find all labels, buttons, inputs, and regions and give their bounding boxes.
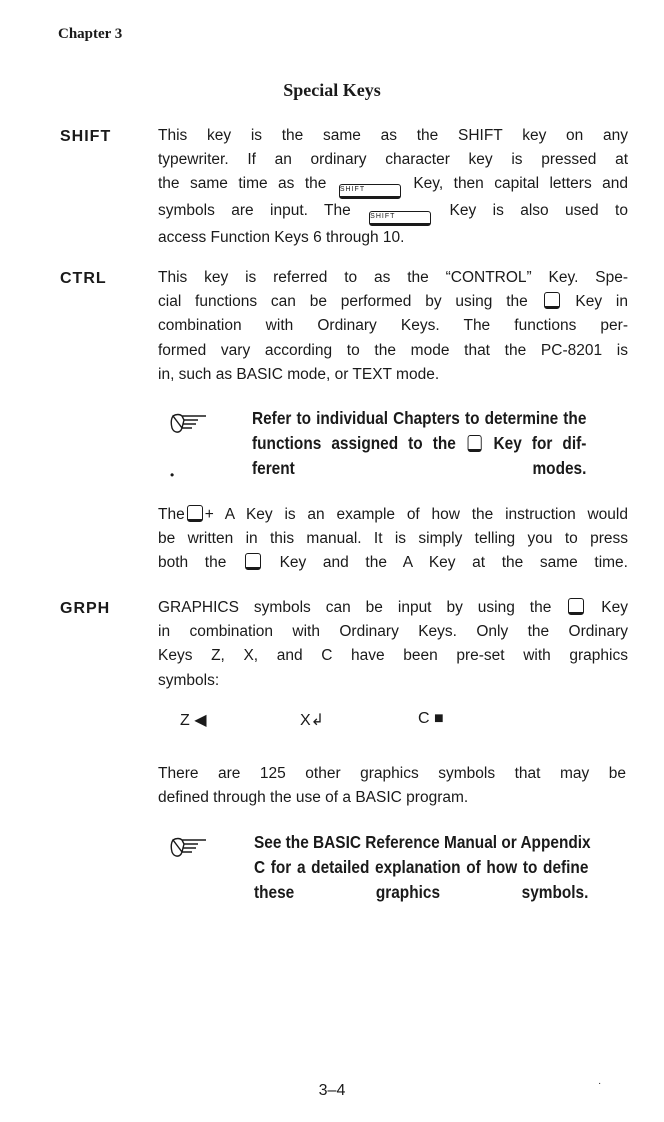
pointing-hand-icon	[170, 410, 210, 438]
grph-key-icon	[568, 598, 584, 615]
filled-square-icon: ■	[434, 710, 444, 727]
text-line: defined through the use of a BASIC program.	[158, 789, 469, 807]
ctrl-example	[158, 503, 628, 576]
section-label-ctrl: CTRL	[60, 270, 107, 287]
text-line: GRAPHICS symbols can be input by using the Key	[158, 599, 629, 616]
grph-note	[254, 830, 591, 905]
text-line: symbols are input. The SHIFT Key is also used to	[158, 199, 628, 226]
note-line: See the BASIC Reference Manual or Appendix	[254, 832, 591, 852]
text-line: be written in this manual. It is simply telling you to press	[158, 530, 628, 548]
text-line: This key is referred to as the “CONTROL” Key. Spe-	[158, 269, 628, 286]
grph-description	[158, 596, 628, 693]
note-line: functions assigned to the Key for dif-	[252, 433, 587, 453]
text-line: This key is the same as the SHIFT key on any	[158, 127, 628, 144]
text-line: typewriter. If an ordinary character key is pressed at	[158, 151, 628, 169]
text-line: There are 125 other graphics symbols that may be	[158, 765, 626, 782]
note-line: C for a detailed explanation of how to define	[254, 857, 589, 877]
chapter-header: Chapter 3	[58, 26, 123, 42]
symbol-c: C ■	[418, 710, 444, 727]
text-line: access Function Keys 6 through 10.	[158, 229, 405, 247]
text-line: formed vary according to the mode that the PC-8201 is	[158, 341, 628, 359]
ctrl-key-icon	[245, 553, 261, 570]
ctrl-key-icon	[544, 292, 560, 309]
text-line: the same time as the SHIFT Key, then capital letters and	[158, 172, 628, 199]
return-arrow-icon: ↲	[310, 712, 325, 729]
symbol-x: X↲	[300, 712, 325, 729]
bullet-mark: •	[170, 468, 175, 482]
shift-key-icon: SHIFT	[339, 184, 401, 199]
shift-key-icon: SHIFT	[369, 211, 431, 226]
note-line: ferent modes.	[252, 458, 587, 478]
note-line: Refer to individual Chapters to determine the	[252, 408, 587, 428]
pointing-hand-icon	[170, 834, 210, 862]
ctrl-note	[252, 406, 586, 481]
grph-other-symbols	[158, 762, 626, 810]
left-triangle-icon: ◀	[194, 712, 207, 729]
ctrl-key-icon	[468, 435, 482, 452]
symbol-z: Z ◀	[180, 712, 207, 729]
text-line: cial functions can be performed by using the Key in	[158, 293, 628, 311]
text-line: symbols:	[158, 671, 220, 689]
ctrl-key-icon	[187, 505, 203, 522]
text-line: both the Key and the A Key at the same time.	[158, 554, 628, 572]
ctrl-description	[158, 266, 628, 387]
text-line: The + A Key is an example of how the instruction would	[158, 506, 628, 523]
text-line: Keys Z, X, and C have been pre-set with graphics	[158, 647, 628, 665]
shift-description	[158, 124, 628, 251]
stray-mark: ·	[598, 1078, 602, 1089]
section-label-shift: SHIFT	[60, 128, 112, 145]
page-number: 3–4	[318, 1082, 346, 1099]
text-line: combination with Ordinary Keys. The functions per-	[158, 317, 628, 335]
note-line: these graphics symbols.	[254, 882, 589, 902]
text-line: in, such as BASIC mode, or TEXT mode.	[158, 365, 440, 383]
page-title: Special Keys	[283, 80, 381, 100]
section-label-grph: GRPH	[60, 600, 111, 617]
text-line: in combination with Ordinary Keys. Only the Ordinary	[158, 623, 628, 641]
